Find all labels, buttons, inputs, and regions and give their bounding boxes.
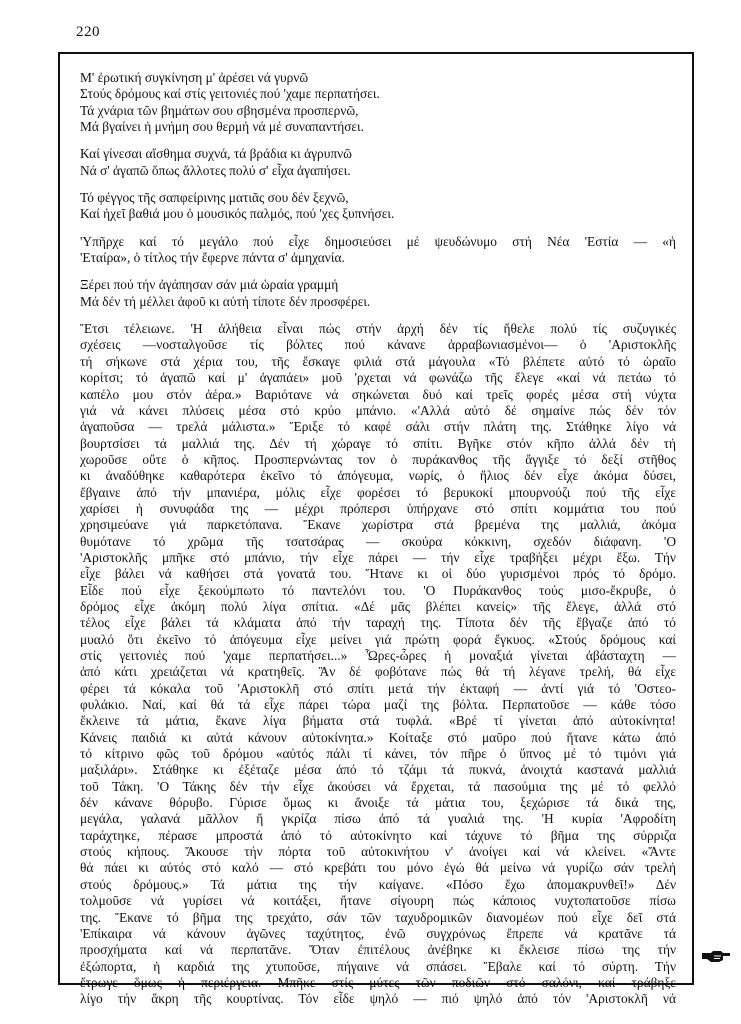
prose-line: φέρει τά κόκαλα τοῦ 'Αριστοκλῆ στό σπίτι μετά τήν ἐκταφή — ἀντί γιά τό 'Οστεο- — [80, 680, 676, 696]
prose-line: ἔκλεινε τά μάτια, ἔκανε λίγα βήματα στά τυφλά. «Βρέ τί γίνεται ἀπό αὐτοκίνητα! — [80, 713, 676, 729]
prose-line: κι ἀναδύθηκε καθαρότερα ἐκεῖνο τό ἀπόγευμα, νωρίς, ὁ ἥλιος δέν εἶχε ἀκόμα δύσει, — [80, 468, 676, 484]
page-content — [80, 70, 676, 1008]
prose-line: μαξιλάρι». Στάθηκε κι ἐξέταζε μέσα ἀπό τό τζάμι τά πυκνά, ἀνοιχτά καστανά μαλλιά — [80, 762, 676, 778]
verse-line: Καί γίνεσαι αἴσθημα συχνά, τά βράδια κι ἀγρυπνῶ — [80, 146, 352, 162]
prose-paragraph-2 — [80, 321, 676, 1007]
prose-line: καπέλο μου στόν ἀέρα.» Βαριότανε νά σηκώνεται δυό καί τρεῖς φορές μέσα στή νύχτα — [80, 386, 676, 402]
verse-line: Μ' ἐρωτική συγκίνηση μ' ἀρέσει νά γυρνῶ — [80, 70, 309, 85]
prose-line: χωροῦσε οὔτε ὁ κῆπος. Προσπερνώντας τον ὁ πυράκανθος τῆς ἄγγιξε τό δεξί στῆθος — [80, 451, 676, 467]
prose-line: δέν κάνανε θόρυβο. Γύρισε ὅμως κι ἄνοιξε τά μάτια του, ξεχώρισε τά δικά της, — [80, 795, 676, 811]
prose-line: Εἶδε πού εἶχε ξεκούμπωτο τό παντελόνι του. 'Ο Πυράκανθος τούς μισο-ἔκρυβε, ὁ — [80, 582, 676, 598]
prose-line: κορίτσι; τό ἀγαπῶ καί μ' ἀγαπάει» μοῦ 'ρχεται νά φωνάζω τῆς ἔλεγε «καί νά πετάω τό — [80, 370, 676, 386]
prose-line: προσχήματα καί νά περπατᾶνε. Ὅταν ἐπιτέλους ἀνέβηκε κι ἔκλεισε πίσω της τήν — [80, 942, 676, 958]
prose-line: μεγάλα, γαλανά μᾶλλον ἤ γκρίζα πίσω ἀπό τά γυαλιά της. 'Η κυρία 'Αφροδίτη — [80, 811, 676, 827]
verse-stanza-2 — [80, 146, 676, 179]
verse-stanza-4 — [80, 277, 676, 310]
verse-line: Νά σ' ἀγαπῶ ὅπως ἄλλοτες πολύ σ' εἶχα ἀγαπήσει. — [80, 162, 351, 178]
page-number: 220 — [76, 24, 100, 40]
prose-line: σχέσεις —νοσταλγοῦσε τίς βόλτες πού κάνανε ἀρραβωνιασμένοι— ὁ 'Αριστοκλῆς — [80, 337, 676, 353]
prose-line: ἔβγαινε ἀπό τήν μπανιέρα, μόλις εἶχε φορέσει τό βερυκοκί μπουρνούζι πού τῆς εἶχε — [80, 484, 676, 500]
pointing-hand-icon — [701, 948, 731, 964]
verse-line: Μά βγαίνει ἡ μνήμη σου θερμή νά μέ συναπαντήσει. — [80, 119, 364, 135]
prose-paragraph-1 — [80, 234, 676, 267]
prose-line: 'Επίκαιρα νά κάνουν ἀγῶνες ταχύτητος, ἐνῶ συγχρόνως ἔπρεπε νά κρατᾶνε τά — [80, 925, 676, 941]
verse-line: Τό φέγγος τῆς σαπφείρινης ματιᾶς σου δέν ξεχνῶ, — [80, 190, 349, 206]
prose-line: Ἔτσι τέλειωνε. 'Η ἀλήθεια εἶναι πώς στήν ἀρχή δέν τίς ἤθελε πολύ τίς συζυγικές — [80, 321, 676, 337]
prose-line: της. Ἔκανε τό βῆμα της τρεχάτο, σάν τῶν ταχυδρομικῶν διανομέων πού εἶχε δεῖ στά — [80, 909, 676, 925]
prose-line: ἔτρωγε ὅμως ἡ περιέργεια. Μπῆκε στίς μύτες τῶν ποδιῶν στό σαλόνι, καί τράβηξε — [80, 974, 676, 990]
prose-line: θά πάει κι αὐτός στό καλό — στό κρεβάτι του μόνο ἐγώ θά μείνω νά γυρίζω σάν τρελή — [80, 860, 676, 876]
prose-line: χαρίσει ἡ συνυφάδα της — μέχρι πρόπερσι ὑπήρχανε στό σπίτι κομμάτια του πού — [80, 500, 676, 516]
prose-line: δρόμος εἶχε ἀκόμη πολύ λίγα σπίτια. «Δέ μᾶς βλέπει κανείς» τῆς ἔλεγε, ἀλλά στό — [80, 598, 676, 614]
prose-line: τέλος εἶχε βάλει τά κλάματα ἀπό τήν ταραχή της. Τίποτα δέν τῆς ἔβγαζε ἀπό τό — [80, 615, 676, 631]
verse-line: Μά δέν τή μέλλει ἀφοῦ κι αὐτή τίποτε δέν προσφέρει. — [80, 293, 371, 309]
prose-line: 'Αριστοκλῆς μπῆκε στό μπάνιο, τήν εἶχε πάρει — τήν εἶχε τραβήξει μέχρι ἔξω. Τήν — [80, 549, 676, 565]
prose-line: τοῦ Τάκη. 'Ο Τάκης δέν τήν εἶχε ἀκούσει νά ἔρχεται, τά πασούμια της μέ τό φελλό — [80, 778, 676, 794]
prose-line: λίγο τήν ἄκρη τῆς κουρτίνας. Τόν εἶδε ψηλό — πιό ψηλό ἀπό τόν 'Αριστοκλῆ νά — [80, 991, 676, 1007]
verse-stanza-3 — [80, 190, 676, 223]
prose-line: ἀπό κάτι χρειάζεται νά κρατηθεῖς. Ἂν δέ φοβότανε πώς θά τή λέγανε τρελή, θά εἶχε — [80, 664, 676, 680]
prose-line: τολμοῦσε νά γυρίσει νά κοιτάξει, ἤτανε σίγουρη πώς κάποιος νυχτοπατοῦσε πίσω — [80, 893, 676, 909]
prose-line: βουρτσίσει τά μαλλιά της. Δέν τή χώραγε τό σπίτι. Βγῆκε στόν κῆπο ἀλλά δέν τή — [80, 435, 676, 451]
prose-line: θυμότανε τό χρῶμα τῆς τσατσάρας — σκούρα κόκκινη, σχεδόν διάφανη. 'Ο — [80, 533, 676, 549]
prose-line: χρησιμεύανε γιά παρκετόπανα. Ἔκανε χωρίστρα στά βρεμένα της μαλλιά, ἀκόμα — [80, 517, 676, 533]
prose-line: 'Υπῆρχε καί τό μεγάλο πού εἶχε δημοσιεύσει μέ ψευδώνυμο στή Νέα 'Εστία — «ἡ — [80, 233, 676, 249]
verse-line: Καί ἠχεῖ βαθιά μου ὁ μουσικός παλμός, πού 'χες ξυπνήσει. — [80, 206, 395, 222]
prose-line: μυαλό ὅτι ἐκεῖνο τό ἀπόγευμα εἶχε μείνει γιά πρώτη φορά ἔγκυος. «Στούς δρόμους καί — [80, 631, 676, 647]
verse-line: Ξέρει πού τήν ἀγάπησαν σάν μιά ὡραία γραμμή — [80, 277, 339, 293]
prose-line: στούς δρόμους.» Τά μάτια της τήν καίγανε. «Πόσο ἔχω ἀπομακρυνθεῖ!» Δέν — [80, 876, 676, 892]
prose-line: 'Εταίρα», ὁ τίτλος τήν ἔφερνε πάντα σ' ἀμηχανία. — [80, 250, 345, 266]
verse-stanza-1 — [80, 70, 676, 135]
prose-line: εἶχε βάλει νά καθήσει στά γονατά του. Ἤτανε κι οἱ δύο γυρισμένοι πρός τό δρόμο. — [80, 566, 676, 582]
prose-line: Κάνεις παιδιά κι αὐτά κάνουν αὐτοκίνητα.» Κοίταξε στό μαῦρο πού ἤτανε κάτω ἀπό — [80, 729, 676, 745]
prose-line: στούς κήπους. Ἄκουσε τήν πόρτα τοῦ αὐτοκινήτου ν' ἀνοίγει καί νά κλείνει. «Ἄντε — [80, 844, 676, 860]
verse-line: Τά χνάρια τῶν βημάτων σου σβησμένα προσπερνῶ, — [80, 102, 359, 118]
prose-line: ταράχτηκε, πέρασε μπροστά ἀπό τό αὐτοκίνητο καί τάχυνε τό βῆμα της σύρριζα — [80, 827, 676, 843]
prose-line: ἐξώπορτα, ἡ καρδιά της χτυποῦσε, πήγαινε νά σπάσει. Ἔβαλε καί τό σύρτη. Τήν — [80, 958, 676, 974]
prose-line: τή σήκωνε στά χέρια του, τῆς ἔσκαγε φιλιά στά μάγουλα «Τό βλέπετε αὐτό τό ὡραῖο — [80, 353, 676, 369]
prose-line: τό κίτρινο φῶς τοῦ δρόμου «αὐτός πάλι τί κάνει, τόν πῆρε ὁ ὕπνος μέ τό τιμόνι γιά — [80, 746, 676, 762]
prose-line: ἀγαποῦσα — τρελά μάλιστα.» Ἔριξε τό καφέ σάλι στήν πλάτη της. Στάθηκε λίγο νά — [80, 419, 676, 435]
prose-line: στίς γειτονιές πού 'χαμε περπατήσει...» Ὧρες-ὧρες ἡ μοναξιά γίνεται ἀβάσταχτη — — [80, 648, 676, 663]
prose-line: γιά νά κάνει πλύσεις μέσα στό κρύο μπάνιο. «'Αλλά αὐτό δέ σημαίνε πώς δέν τόν — [80, 402, 676, 418]
verse-line: Στούς δρόμους καί στίς γειτονιές πού 'χαμε περπατήσει. — [80, 86, 380, 102]
prose-line: φυλάκιο. Ναί, καί θά τά εἶχε πάρει τώρα μαζί της βόλτα. Περπατοῦσε — κάθε τόσο — [80, 697, 676, 713]
